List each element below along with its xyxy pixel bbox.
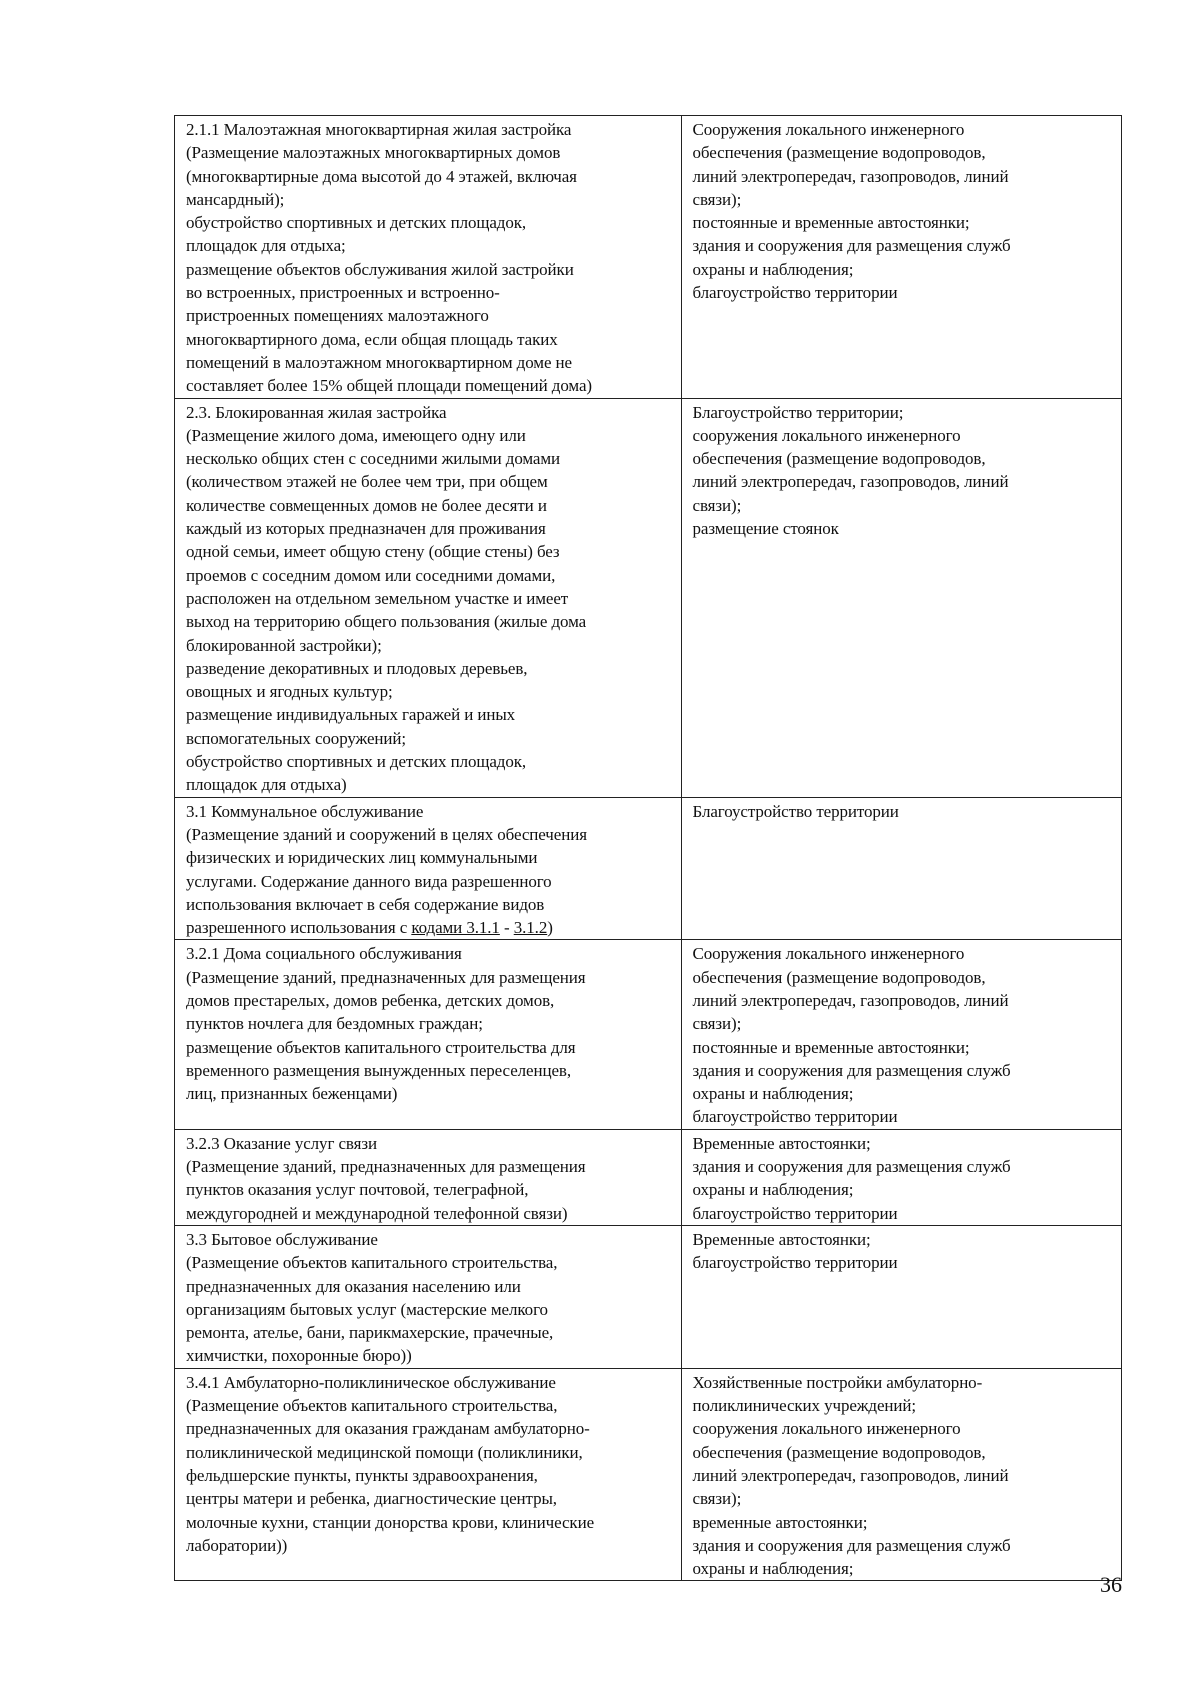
table-body bbox=[175, 116, 1122, 1581]
cell-text-line: связи); bbox=[692, 495, 742, 515]
cell-text-line: (Размещение зданий и сооружений в целях обеспечения bbox=[186, 824, 587, 844]
permitted-use-cell bbox=[175, 1129, 682, 1225]
auxiliary-use-cell bbox=[681, 1368, 1121, 1581]
cell-text-line: услугами. Содержание данного вида разрешенного bbox=[186, 871, 552, 891]
cell-text-line: организациям бытовых услуг (мастерские мелкого bbox=[186, 1299, 548, 1319]
cell-text-line: обеспечения (размещение водопроводов, bbox=[692, 449, 986, 469]
cell-text-line: расположен на отдельном земельном участке и имеет bbox=[186, 588, 569, 608]
table-row bbox=[175, 797, 1122, 940]
cell-text-line: постоянные и временные автостоянки; bbox=[692, 1037, 970, 1057]
cell-text-line: проемов с соседним домом или соседними домами, bbox=[186, 565, 556, 585]
cell-text-line: размещение индивидуальных гаражей и иных bbox=[186, 705, 516, 725]
permitted-use-cell bbox=[175, 1368, 682, 1581]
cell-text-line: линий электропередач, газопроводов, линий bbox=[692, 472, 1009, 492]
cell-text-line: использования включает в себя содержание видов bbox=[186, 894, 545, 914]
cell-text-line: постоянные и временные автостоянки; bbox=[692, 213, 970, 233]
cell-text-line: 3.2.1 Дома социального обслуживания bbox=[186, 944, 462, 964]
cell-text-line: охраны и наблюдения; bbox=[692, 1559, 854, 1579]
cell-text-line: вспомогательных сооружений; bbox=[186, 728, 407, 748]
cell-text-line: молочные кухни, станции донорства крови, клинические bbox=[186, 1512, 595, 1532]
cell-text-line: физических и юридических лиц коммунальными bbox=[186, 848, 538, 868]
cell-text-line: лаборатории)) bbox=[186, 1535, 288, 1555]
table-row bbox=[175, 1225, 1122, 1368]
text-span: ) bbox=[547, 918, 553, 938]
cell-text-line: Благоустройство территории; bbox=[692, 402, 904, 422]
cell-text-line: количестве совмещенных домов не более десяти и bbox=[186, 495, 547, 515]
cell-text-line: благоустройство территории bbox=[692, 1203, 898, 1223]
cell-text-line: несколько общих стен с соседними жилыми домами bbox=[186, 449, 561, 469]
cell-text-line: Временные автостоянки; bbox=[692, 1133, 871, 1153]
cell-text-line: размещение объектов капитального строительства для bbox=[186, 1037, 576, 1057]
cell-text-line: во встроенных, пристроенных и встроенно- bbox=[186, 283, 500, 303]
cell-text-line: центры матери и ребенка, диагностические центры, bbox=[186, 1489, 557, 1509]
cell-text-line: каждый из которых предназначен для проживания bbox=[186, 519, 546, 539]
auxiliary-use-cell bbox=[681, 116, 1121, 399]
cell-text-line: ремонта, ателье, бани, парикмахерские, прачечные, bbox=[186, 1323, 554, 1343]
cell-text-line: благоустройство территории bbox=[692, 1253, 898, 1273]
cell-text-line: поликлинических учреждений; bbox=[692, 1396, 917, 1416]
cell-text-line: размещение объектов обслуживания жилой застройки bbox=[186, 259, 574, 279]
cell-text-line: охраны и наблюдения; bbox=[692, 1180, 854, 1200]
cell-text-line: (Размещение жилого дома, имеющего одну или bbox=[186, 425, 526, 445]
cell-text-line: 2.1.1 Малоэтажная многоквартирная жилая застройка bbox=[186, 120, 572, 139]
cell-text-line: (Размещение зданий, предназначенных для размещения bbox=[186, 967, 586, 987]
cell-text-line: междугородней и международной телефонной связи) bbox=[186, 1203, 568, 1223]
cell-text-line: охраны и наблюдения; bbox=[692, 259, 854, 279]
cell-text-line: 3.4.1 Амбулаторно-поликлиническое обслуживание bbox=[186, 1372, 556, 1392]
permitted-use-cell bbox=[175, 797, 682, 940]
cell-text-line: (Размещение объектов капитального строительства, bbox=[186, 1253, 558, 1273]
cell-text-line: химчистки, похоронные бюро)) bbox=[186, 1346, 412, 1366]
text-span: - bbox=[499, 918, 514, 938]
cell-text-line: благоустройство территории bbox=[692, 1107, 898, 1127]
text-span: разрешенного использования с bbox=[186, 918, 412, 938]
cell-text-line: пунктов ночлега для бездомных граждан; bbox=[186, 1014, 483, 1034]
cell-text-line: (Размещение малоэтажных многоквартирных домов bbox=[186, 143, 561, 163]
auxiliary-use-cell bbox=[681, 940, 1121, 1129]
cell-text-line: 3.1 Коммунальное обслуживание bbox=[186, 801, 424, 821]
cell-text-line: здания и сооружения для размещения служб bbox=[692, 236, 1011, 256]
cell-text-line: выход на территорию общего пользования (жилые дома bbox=[186, 612, 587, 632]
cell-text-line: предназначенных для оказания гражданам амбулаторно- bbox=[186, 1419, 590, 1439]
auxiliary-use-cell bbox=[681, 398, 1121, 797]
cell-text-line: здания и сооружения для размещения служб bbox=[692, 1060, 1011, 1080]
cell-text-line: предназначенных для оказания населению или bbox=[186, 1276, 521, 1296]
cell-text-line: размещение стоянок bbox=[692, 519, 839, 539]
cell-text-line: линий электропередач, газопроводов, линий bbox=[692, 990, 1009, 1010]
cell-text-line: многоквартирного дома, если общая площадь таких bbox=[186, 329, 558, 349]
cell-text-line: мансардный); bbox=[186, 189, 285, 209]
cell-text-line: линий электропередач, газопроводов, линий bbox=[692, 1465, 1009, 1485]
auxiliary-use-cell bbox=[681, 1129, 1121, 1225]
cell-text-line: домов престарелых, домов ребенка, детских домов, bbox=[186, 990, 555, 1010]
cell-text-line: обустройство спортивных и детских площадок, bbox=[186, 213, 527, 233]
cell-text-line: благоустройство территории bbox=[692, 283, 898, 303]
table-row bbox=[175, 398, 1122, 797]
cell-text-line: Сооружения локального инженерного bbox=[692, 944, 965, 964]
cell-text-line: временного размещения вынужденных переселенцев, bbox=[186, 1060, 571, 1080]
cell-text-line: пунктов оказания услуг почтовой, телеграфной, bbox=[186, 1180, 529, 1200]
cell-text-line: блокированной застройки); bbox=[186, 635, 382, 655]
cell-text-line: помещений в малоэтажном многоквартирном доме не bbox=[186, 352, 572, 372]
table-row bbox=[175, 1368, 1122, 1581]
cell-text-line: 2.3. Блокированная жилая застройка bbox=[186, 402, 447, 422]
cell-text-line: здания и сооружения для размещения служб bbox=[692, 1535, 1011, 1555]
cell-text-line: обеспечения (размещение водопроводов, bbox=[692, 967, 986, 987]
cell-text-line: овощных и ягодных культур; bbox=[186, 682, 393, 702]
table-row bbox=[175, 1129, 1122, 1225]
permitted-use-cell bbox=[175, 1225, 682, 1368]
cell-text-line: Сооружения локального инженерного bbox=[692, 120, 965, 139]
cell-text-line: связи); bbox=[692, 1489, 742, 1509]
auxiliary-use-cell bbox=[681, 797, 1121, 940]
cell-text-line: 3.3 Бытовое обслуживание bbox=[186, 1229, 378, 1249]
cell-text-line: лиц, признанных беженцами) bbox=[186, 1084, 398, 1104]
cell-text-line: (Размещение объектов капитального строительства, bbox=[186, 1396, 558, 1416]
cell-text-line: сооружения локального инженерного bbox=[692, 1419, 961, 1439]
cell-text-line: связи); bbox=[692, 1014, 742, 1034]
permitted-use-cell bbox=[175, 940, 682, 1129]
cell-text-line: пристроенных помещениях малоэтажного bbox=[186, 306, 489, 326]
cell-text-line: Благоустройство территории bbox=[692, 801, 899, 821]
cell-text-line: сооружения локального инженерного bbox=[692, 425, 961, 445]
cell-text-line: площадок для отдыха; bbox=[186, 236, 346, 256]
cell-text-line: (количеством этажей не более чем три, при общем bbox=[186, 472, 548, 492]
cell-text-line: (многоквартирные дома высотой до 4 этажей, включая bbox=[186, 166, 577, 186]
table-row bbox=[175, 116, 1122, 399]
cell-text-line: фельдшерские пункты, пункты здравоохранения, bbox=[186, 1465, 538, 1485]
cell-text-line: обустройство спортивных и детских площадок, bbox=[186, 752, 527, 772]
table-row bbox=[175, 940, 1122, 1129]
cell-text-line: временные автостоянки; bbox=[692, 1512, 868, 1532]
cell-text-line: Хозяйственные постройки амбулаторно- bbox=[692, 1372, 983, 1392]
cell-text-line: обеспечения (размещение водопроводов, bbox=[692, 1442, 986, 1462]
cell-text-line: линий электропередач, газопроводов, линий bbox=[692, 166, 1009, 186]
cell-text-line: поликлинической медицинской помощи (поликлиники, bbox=[186, 1442, 583, 1462]
permitted-use-cell bbox=[175, 398, 682, 797]
page-number: 36 bbox=[1100, 1572, 1122, 1597]
code-link[interactable]: 3.1.2 bbox=[513, 918, 548, 938]
cell-text-line: Временные автостоянки; bbox=[692, 1229, 871, 1249]
cell-text-line: разведение декоративных и плодовых деревьев, bbox=[186, 658, 528, 678]
land-use-table bbox=[174, 115, 1122, 1581]
cell-text-line: составляет более 15% общей площади помещений дома) bbox=[186, 376, 592, 396]
auxiliary-use-cell bbox=[681, 1225, 1121, 1368]
cell-text-line: (Размещение зданий, предназначенных для размещения bbox=[186, 1157, 586, 1177]
cell-text-line: 3.2.3 Оказание услуг связи bbox=[186, 1133, 377, 1153]
cell-text-line: одной семьи, имеет общую стену (общие стены) без bbox=[186, 542, 560, 562]
cell-text-line: площадок для отдыха) bbox=[186, 775, 347, 795]
permitted-use-cell bbox=[175, 116, 682, 399]
cell-text-line: связи); bbox=[692, 189, 742, 209]
cell-text-line: охраны и наблюдения; bbox=[692, 1084, 854, 1104]
cell-text-line: здания и сооружения для размещения служб bbox=[692, 1157, 1011, 1177]
cell-text-line: обеспечения (размещение водопроводов, bbox=[692, 143, 986, 163]
cell-text-line bbox=[186, 916, 675, 939]
code-link[interactable]: кодами 3.1.1 bbox=[411, 918, 500, 938]
